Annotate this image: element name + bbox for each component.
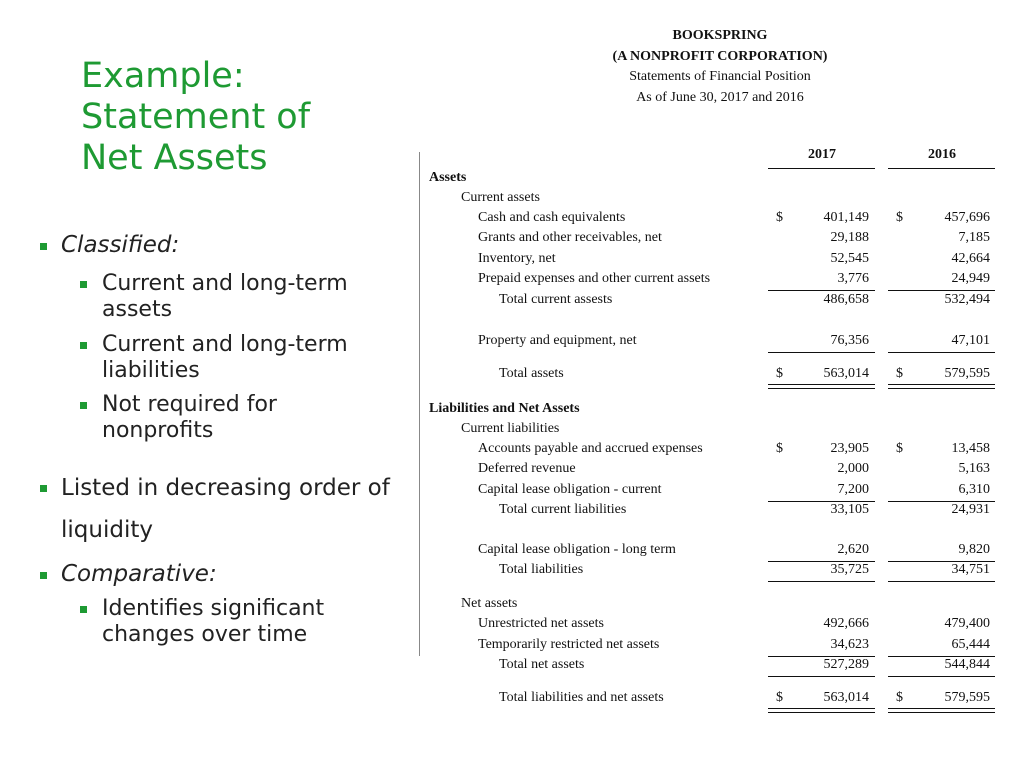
bullet-square-icon (80, 342, 87, 349)
bullet-square-icon (40, 243, 47, 250)
title-line: Example: (81, 56, 245, 96)
bullet-square-icon (40, 572, 47, 579)
double-underline (888, 384, 995, 389)
statement-org-type: (A NONPROFIT CORPORATION) (612, 49, 828, 64)
title-line: Net Assets (81, 138, 268, 178)
bullet-comparative: Comparative: (40, 560, 217, 588)
subtotal-rule (768, 290, 875, 291)
title-line: Statement of (81, 97, 311, 137)
subbullet-not-required: Not required for nonprofits (80, 392, 277, 444)
bullet-square-icon (80, 606, 87, 613)
header-rule (768, 168, 875, 169)
subtotal-rule (888, 352, 995, 353)
column-header-2017: 2017 (808, 147, 836, 162)
subbullet-liabilities: Current and long-term liabilities (80, 332, 348, 384)
total-rule (888, 676, 995, 677)
subsection-current-liabilities: Current liabilities (461, 421, 560, 436)
total-rule (768, 581, 875, 582)
bullet-square-icon (80, 402, 87, 409)
statement-title: Statements of Financial Position (629, 69, 811, 84)
subtotal-rule (768, 352, 875, 353)
double-underline (768, 708, 875, 713)
total-rule (888, 581, 995, 582)
statement-org-name: BOOKSPRING (672, 28, 768, 43)
subsection-current-assets: Current assets (461, 190, 540, 205)
section-assets: Assets (429, 170, 467, 185)
bullet-classified: Classified: (40, 231, 179, 259)
double-underline (888, 708, 995, 713)
bullet-liquidity: Listed in decreasing order of liquidity (40, 467, 390, 551)
bullet-square-icon (80, 281, 87, 288)
subtotal-rule (888, 290, 995, 291)
total-rule (768, 676, 875, 677)
slide-title (81, 56, 401, 179)
subsection-net-assets: Net assets (461, 596, 518, 611)
double-underline (768, 384, 875, 389)
section-liabilities: Liabilities and Net Assets (429, 401, 580, 416)
subbullet-changes: Identifies significant changes over time (80, 596, 324, 648)
financial-statement: BOOKSPRING (A NONPROFIT CORPORATION) Statements of Financial Position As of June 30, 2017 and 2016 2017 2016 Assets Current assets Cash and cash equivalents $ 401,149 $ 457,696 Grants and other receivables, net 29,188 7,185 Inventory, net 52,545 42,664 Prepaid expenses and other current assets 3,776 24,949 Total current assests 486,658 532,494 Property and equipment, net 76,356 47,101 Total assets $ 563,014 $ 579,595 Liabilities and Net Assets Current liabilities Accounts payable and accrued expenses $ 23,905 $ 13,458 Deferred revenue 2,000 5,163 Capital lease obligation - current 7,200 6,310 Total current liabilities 33,105 24,931 Capital lease obligation - long term 2,620 9,820 Total liabilities 35,725 34,751 Net assets Unrestricted net assets 492,666 479,400 Temporarily restricted net assets 34,623 65,444 Total net assets 527,289 544,844 Total liabilities and net assets $ 563,014 $ 579,595 (420, 24, 1020, 744)
statement-date: As of June 30, 2017 and 2016 (636, 90, 804, 105)
header-rule (888, 168, 995, 169)
column-header-2016: 2016 (928, 147, 956, 162)
subbullet-assets: Current and long-term assets (80, 271, 348, 323)
bullet-square-icon (40, 485, 47, 492)
